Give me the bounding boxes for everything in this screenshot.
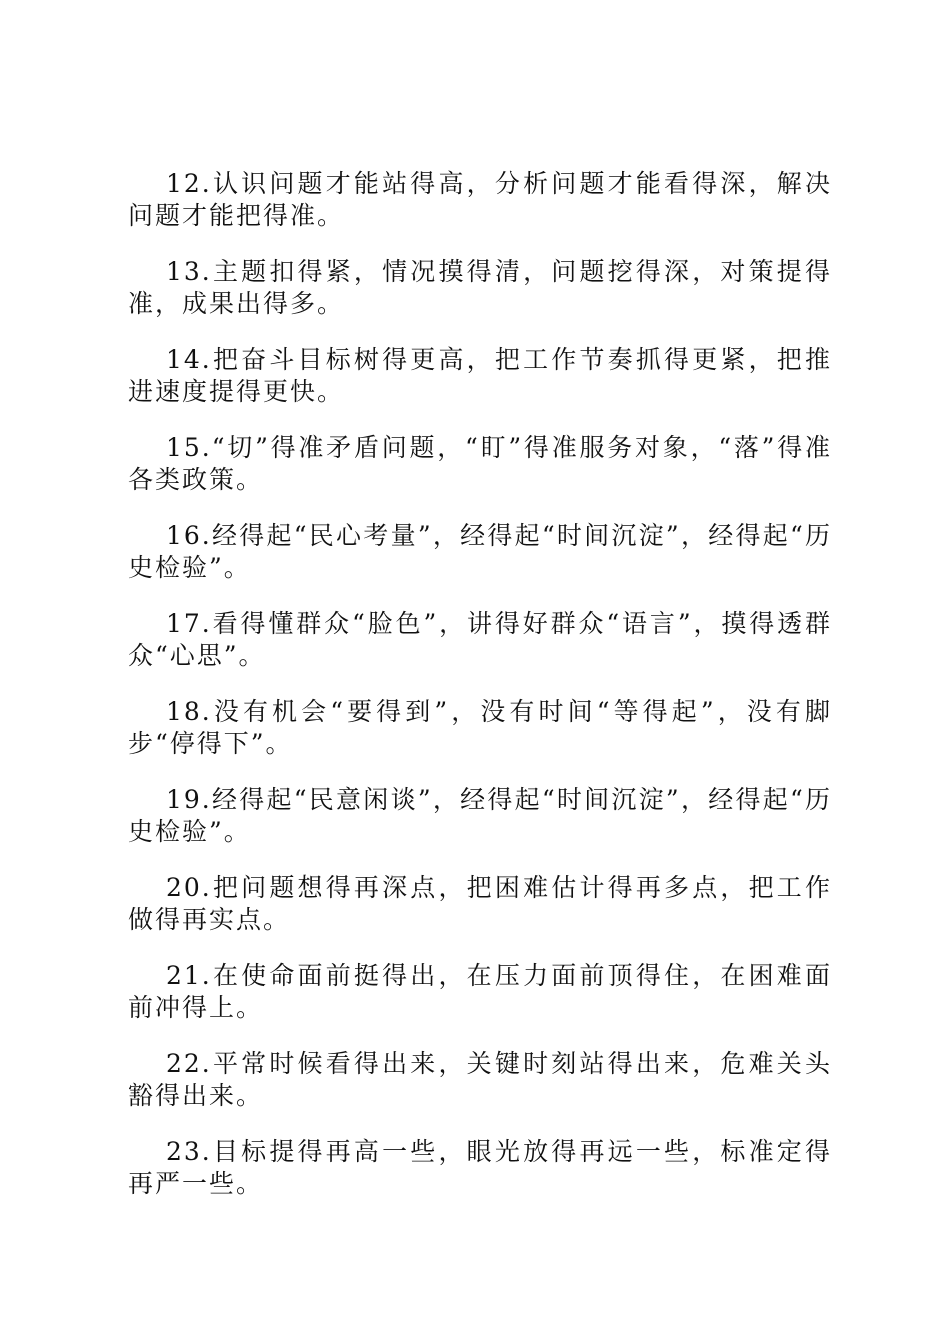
paragraph-item-18: 18.没有机会“要得到”，没有时间“等得起”，没有脚步“停得下”。 [128, 697, 832, 758]
paragraph-item-20: 20.把问题想得再深点，把困难估计得再多点，把工作做得再实点。 [128, 873, 832, 934]
paragraph-item-21: 21.在使命面前挺得出，在压力面前顶得住，在困难面前冲得上。 [128, 961, 832, 1022]
paragraph-item-17: 17.看得懂群众“脸色”，讲得好群众“语言”，摸得透群众“心思”。 [128, 609, 832, 670]
paragraph-item-12: 12.认识问题才能站得高，分析问题才能看得深，解决问题才能把得准。 [128, 169, 832, 230]
paragraph-item-19: 19.经得起“民意闲谈”，经得起“时间沉淀”，经得起“历史检验”。 [128, 785, 832, 846]
paragraph-item-16: 16.经得起“民心考量”，经得起“时间沉淀”，经得起“历史检验”。 [128, 521, 832, 582]
paragraph-item-15: 15.“切”得准矛盾问题，“盯”得准服务对象，“落”得准各类政策。 [128, 433, 832, 494]
document-body [128, 168, 832, 1224]
paragraph-item-13: 13.主题扣得紧，情况摸得清，问题挖得深，对策提得准，成果出得多。 [128, 257, 832, 318]
paragraph-item-14: 14.把奋斗目标树得更高，把工作节奏抓得更紧，把推进速度提得更快。 [128, 345, 832, 406]
paragraph-item-22: 22.平常时候看得出来，关键时刻站得出来，危难关头豁得出来。 [128, 1049, 832, 1110]
paragraph-item-23: 23.目标提得再高一些，眼光放得再远一些，标准定得再严一些。 [128, 1137, 832, 1198]
